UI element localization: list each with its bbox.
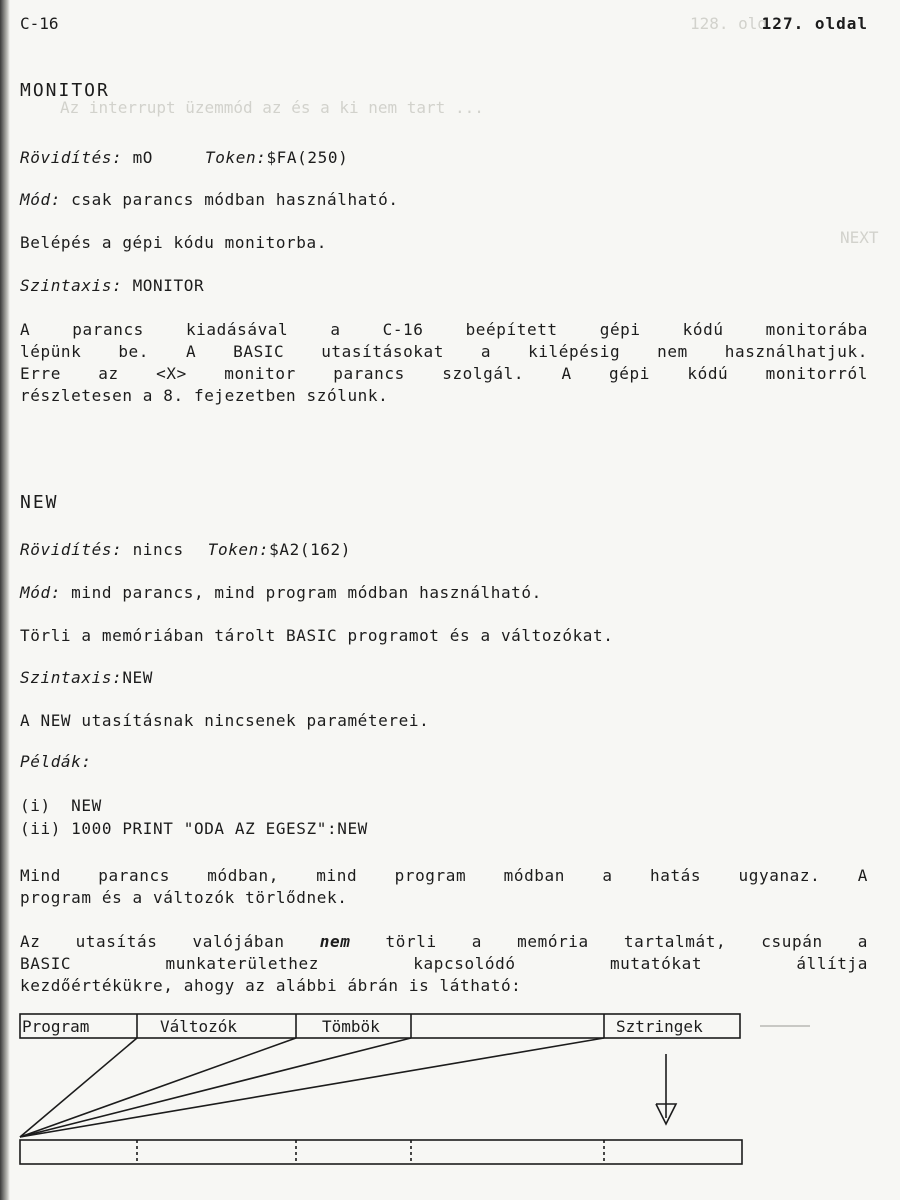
abbrev-value: nincs	[132, 540, 184, 559]
new-paragraph-line: BASIC munkaterülethez kapcsolódó mutatókat állítja	[20, 954, 868, 973]
new-paragraph-line: program és a változók törlődnek.	[20, 888, 348, 907]
mode-label: Mód:	[20, 190, 61, 209]
token-value: $A2(162)	[269, 540, 352, 559]
monitor-paragraph-line: Erre az <X> monitor parancs szolgál. A gépi kódú monitorról	[20, 364, 868, 383]
segment-label-tombok: Tömbök	[322, 1017, 380, 1036]
token-label: Token:	[207, 540, 270, 559]
examples-label: Példák:	[20, 752, 92, 771]
bleed-through-text: 128. old	[690, 14, 768, 33]
bottom-memory-bar	[20, 1140, 742, 1164]
segment-label-program: Program	[22, 1017, 90, 1036]
monitor-paragraph-line: részletesen a 8. fejezetben szólunk.	[20, 386, 389, 405]
mode-label: Mód:	[20, 583, 61, 602]
bleed-through-text: Az interrupt üzemmód az és a ki nem tart ...	[60, 98, 484, 117]
syntax-label: Szintaxis:	[20, 668, 123, 687]
syntax-value: MONITOR	[132, 276, 205, 295]
chapter-label: C-16	[20, 14, 59, 33]
new-paragraph-line: Mind parancs módban, mind program módban a hatás ugyanaz. A	[20, 866, 868, 885]
pointer-line	[20, 1038, 604, 1137]
bleed-through-text: NEXT	[840, 228, 879, 247]
emphasis-word: nem	[319, 932, 351, 951]
monitor-description: Belépés a gépi kódu monitorba.	[20, 233, 327, 252]
example-line: (i) NEW	[20, 796, 102, 815]
new-paragraph-line: kezdőértékükre, ahogy az alábbi ábrán is látható:	[20, 976, 522, 995]
abbrev-label: Rövidítés:	[20, 148, 123, 167]
abbrev-label: Rövidítés:	[20, 540, 123, 559]
token-label: Token:	[205, 148, 267, 167]
segment-label-sztringek: Sztringek	[616, 1017, 703, 1036]
example-line: (ii) 1000 PRINT "ODA AZ EGESZ":NEW	[20, 819, 368, 838]
syntax-label: Szintaxis:	[20, 276, 123, 295]
mode-text: mind parancs, mind program módban használható.	[71, 583, 542, 602]
token-value: $FA(250)	[266, 148, 349, 167]
new-paragraph-line: Az utasítás valójában nem törli a memória tartalmát, csupán a	[20, 932, 869, 951]
new-params-text: A NEW utasításnak nincsenek paraméterei.	[20, 711, 430, 730]
monitor-paragraph-line: A parancs kiadásával a C-16 beépített gépi kódú monitorába	[20, 320, 868, 339]
new-description: Törli a memóriában tárolt BASIC programot és a változókat.	[20, 626, 614, 645]
monitor-paragraph-line: lépünk be. A BASIC utasításokat a kilépésig nem használhatjuk.	[20, 342, 868, 361]
section-title-monitor: MONITOR	[20, 80, 110, 101]
syntax-value: NEW	[122, 668, 154, 687]
abbrev-value: mO	[132, 148, 154, 167]
mode-text: csak parancs módban használható.	[71, 190, 399, 209]
segment-label-valtozok: Változók	[160, 1017, 238, 1036]
page-number: 127. oldal	[761, 14, 868, 33]
section-title-new: NEW	[20, 492, 59, 513]
pointer-line	[20, 1038, 296, 1137]
